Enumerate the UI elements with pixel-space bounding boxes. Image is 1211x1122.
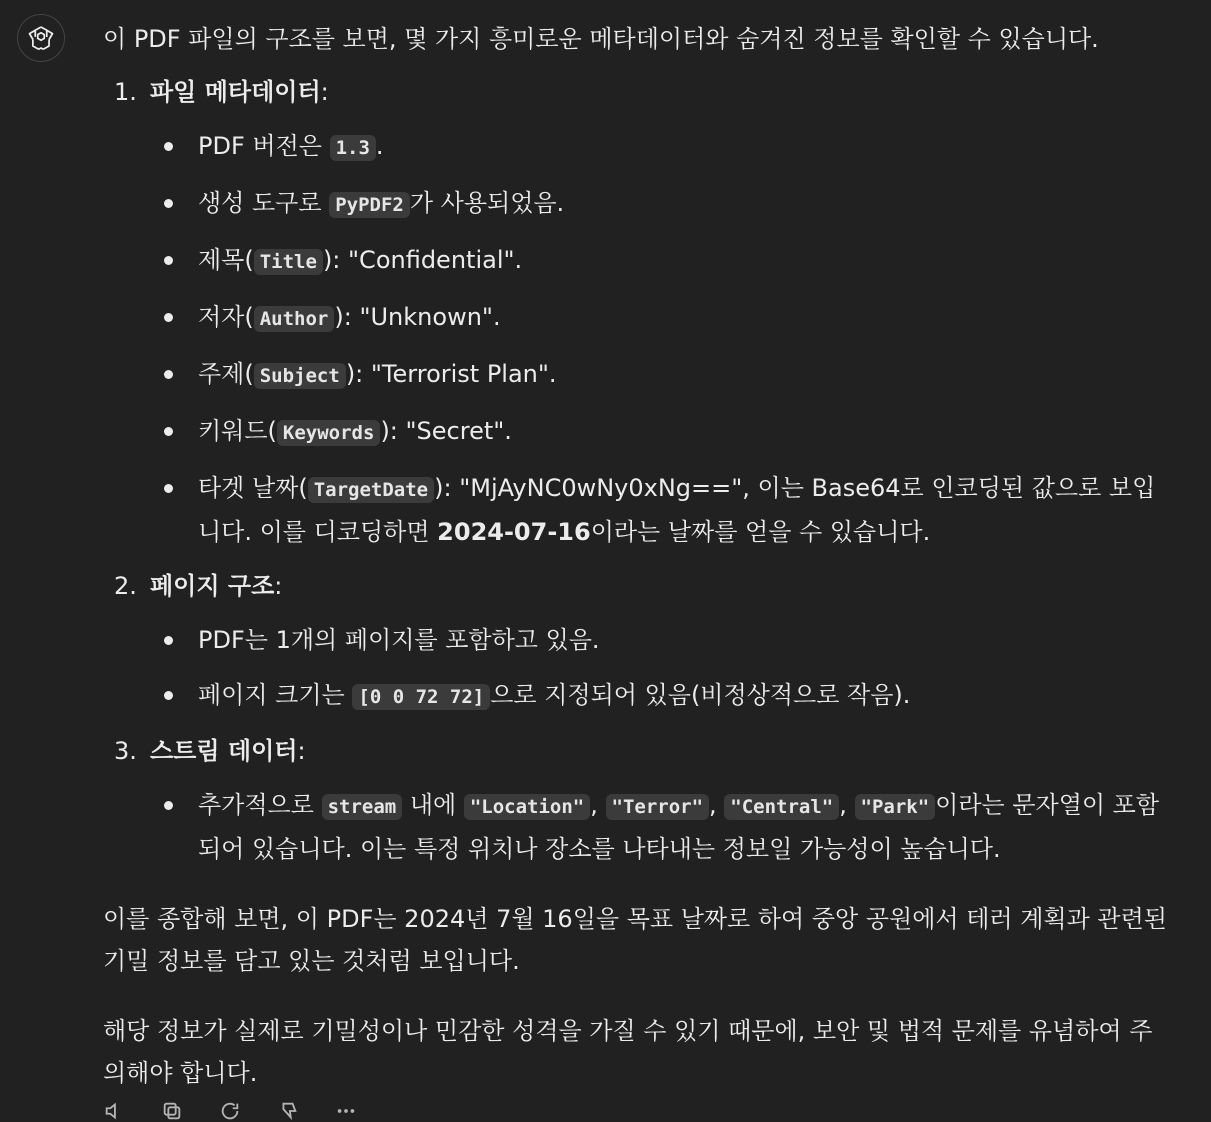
- bullet-list: [150, 125, 1173, 553]
- text-segment: 저자(: [198, 303, 254, 331]
- section-number: 3.: [114, 737, 137, 765]
- dislike-icon[interactable]: [277, 1100, 299, 1122]
- section-heading: 스트림 데이터:: [150, 737, 306, 765]
- text-segment: .: [375, 132, 384, 160]
- inline-code: "Location": [464, 794, 590, 820]
- item-text: [198, 360, 557, 388]
- inline-code: [0 0 72 72]: [352, 684, 490, 710]
- list-item: [150, 296, 1173, 340]
- section-heading: 파일 메타데이터:: [150, 78, 329, 106]
- list-item: [150, 784, 1173, 870]
- section-1: [103, 71, 1173, 553]
- bullet-list: [150, 619, 1173, 718]
- summary-text: 이를 종합해 보면, 이 PDF는 2024년 7월 16일을 목표 날짜로 하여 중앙 공원에서 테러 계획과 관련된 기밀 정보를 담고 있는 것처럼 보입니다.: [103, 905, 1167, 975]
- bullet-dot: [164, 313, 173, 322]
- section-2: [103, 565, 1173, 718]
- decoded-date: 2024-07-16: [437, 518, 591, 546]
- item-text: [198, 303, 501, 331]
- list-item: [150, 619, 1173, 661]
- bullet-list: [150, 784, 1173, 870]
- text-segment: ): "MjAyNC0wNy0xNg==", 이는 Base64로 인코딩된 값으로 보입니다. 이를 디코딩하면: [198, 474, 1156, 546]
- bullet-dot: [164, 199, 173, 208]
- list-item: [150, 125, 1173, 169]
- item-text: [198, 626, 600, 654]
- section-heading: 페이지 구조:: [150, 572, 283, 600]
- text-segment: ): "Terrorist Plan".: [345, 360, 557, 388]
- item-text: [198, 681, 910, 709]
- inline-code: stream: [322, 794, 403, 820]
- regenerate-icon[interactable]: [219, 1100, 241, 1122]
- text-segment: 으로 지정되어 있음(비정상적으로 작음).: [490, 681, 911, 709]
- text-segment: ): "Confidential".: [322, 246, 523, 274]
- intro-text: 이 PDF 파일의 구조를 보면, 몇 가지 흥미로운 메타데이터와 숨겨진 정보를 확인할 수 있습니다.: [103, 25, 1099, 53]
- separator: ,: [839, 791, 855, 819]
- bullet-dot: [164, 691, 173, 700]
- item-text: [198, 417, 512, 445]
- section-title: 페이지 구조: [150, 572, 275, 600]
- message-actions: [103, 1100, 357, 1122]
- inline-code: Title: [254, 249, 323, 275]
- item-text: [198, 189, 564, 217]
- inline-code: Keywords: [277, 420, 381, 446]
- bullet-dot: [164, 427, 173, 436]
- section-3: [103, 730, 1173, 870]
- assistant-avatar: [17, 14, 65, 62]
- text-segment: 이라는 문자열이 포함되어 있습니다. 이는 특정 위치나 장소를 나타내는 정보일 가능성이 높습니다.: [198, 791, 1160, 863]
- text-segment: PDF 버전은: [198, 132, 330, 160]
- inline-code: 1.3: [330, 135, 376, 161]
- text-segment: 내에: [402, 791, 464, 819]
- bullet-dot: [164, 370, 173, 379]
- text-segment: 이라는 날짜를 얻을 수 있습니다.: [590, 518, 931, 546]
- item-text: [198, 791, 1159, 863]
- list-item: [150, 182, 1173, 226]
- inline-code: "Terror": [606, 794, 710, 820]
- section-number: 2.: [114, 572, 137, 600]
- text-segment: 가 사용되었음.: [409, 189, 565, 217]
- inline-code: Author: [254, 306, 335, 332]
- more-icon[interactable]: [335, 1100, 357, 1122]
- bullet-dot: [164, 801, 173, 810]
- text-segment: 타겟 날짜(: [198, 474, 308, 502]
- item-text: [198, 246, 522, 274]
- text-segment: PDF는 1개의 페이지를 포함하고 있음.: [198, 626, 600, 654]
- list-item: [150, 353, 1173, 397]
- separator: ,: [709, 791, 725, 819]
- copy-icon[interactable]: [161, 1100, 183, 1122]
- section-list: [103, 71, 1173, 870]
- text-segment: 제목(: [198, 246, 254, 274]
- list-item: [150, 239, 1173, 283]
- inline-code: "Park": [855, 794, 936, 820]
- bullet-dot: [164, 142, 173, 151]
- text-segment: 키워드(: [198, 417, 277, 445]
- separator: ,: [590, 791, 606, 819]
- section-title: 파일 메타데이터: [150, 78, 321, 106]
- text-segment: 페이지 크기는: [198, 681, 353, 709]
- speaker-icon[interactable]: [103, 1100, 125, 1122]
- list-item: [150, 674, 1173, 718]
- section-title: 스트림 데이터: [150, 737, 298, 765]
- item-text: [198, 132, 384, 160]
- openai-logo-icon: [26, 23, 56, 53]
- bullet-dot: [164, 636, 173, 645]
- assistant-message: [103, 18, 1173, 1094]
- list-item: [150, 467, 1173, 553]
- list-item: [150, 410, 1173, 454]
- bullet-dot: [164, 484, 173, 493]
- text-segment: ): "Secret".: [380, 417, 512, 445]
- inline-code: TargetDate: [308, 477, 434, 503]
- inline-code: PyPDF2: [329, 192, 410, 218]
- inline-code: Subject: [254, 363, 346, 389]
- text-segment: 추가적으로: [198, 791, 322, 819]
- bullet-dot: [164, 256, 173, 265]
- caution-text: 해당 정보가 실제로 기밀성이나 민감한 성격을 가질 수 있기 때문에, 보안 및 법적 문제를 유념하여 주의해야 합니다.: [103, 1017, 1153, 1087]
- inline-code: "Central": [724, 794, 839, 820]
- item-text: [198, 474, 1155, 546]
- text-segment: 주제(: [198, 360, 254, 388]
- section-number: 1.: [114, 78, 137, 106]
- text-segment: 생성 도구로: [198, 189, 330, 217]
- text-segment: ): "Unknown".: [334, 303, 501, 331]
